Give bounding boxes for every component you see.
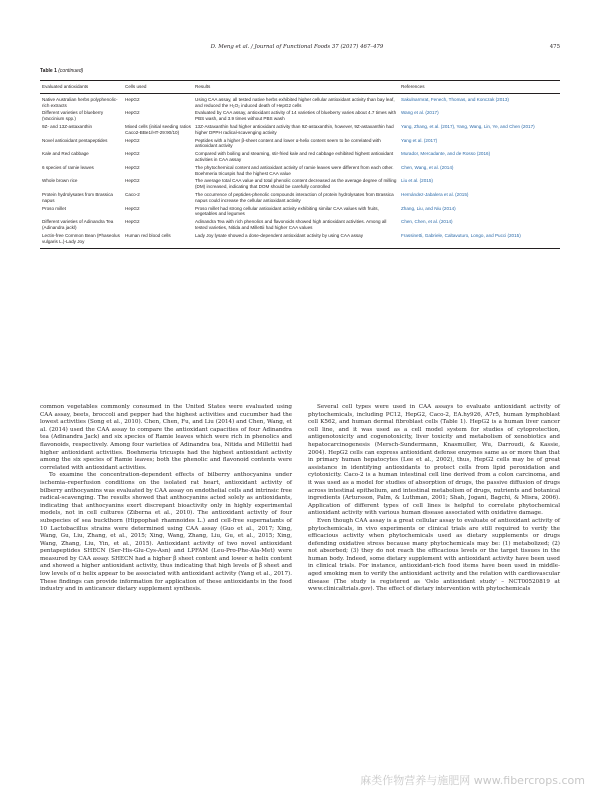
cells-used-cell: HepG2 xyxy=(125,205,140,211)
table-caption-label: Table 1 xyxy=(40,68,57,74)
antioxidant-cell: Whole brown rice xyxy=(42,178,78,184)
antioxidant-cell: Proso millet xyxy=(42,205,66,211)
reference-cell[interactable]: Yang et al. (2017) xyxy=(401,137,438,143)
page-number: 475 xyxy=(549,44,560,50)
antioxidant-cell: Protein hydrolysates from Brassica napus xyxy=(42,191,113,203)
cells-used-cell: Caco-2 xyxy=(125,191,140,197)
column-header: Results xyxy=(193,81,399,94)
results-cell: Lady Joy lysate showed a dose-dependent antioxidant activity by using CAA assay xyxy=(193,233,399,249)
reference-cell[interactable]: Frassinetti, Gabriele, Caltavuturo, Longo, and Pucci (2015) xyxy=(399,233,560,249)
table-row xyxy=(40,165,560,179)
reference-cell[interactable]: Chen, Chen, et al. (2014) xyxy=(401,219,453,225)
antioxidant-cell: 6 species of ramie leaves xyxy=(42,164,94,170)
body-column-left xyxy=(40,404,292,594)
body-column-right xyxy=(308,404,560,594)
results-cell: Peptides with a higher β-sheet content and lower α-helix content seem to be correlated with antioxidant activity xyxy=(195,137,381,149)
table-header-row xyxy=(40,81,560,94)
antioxidant-cell: Kale and Red cabbage xyxy=(42,151,89,157)
table-row xyxy=(40,151,560,165)
results-cell: The average total CAA value and total phenolic content decreased as the average degree of milling (DM) increased, indicating that DOM should be carefully controlled xyxy=(195,178,397,190)
column-header: References xyxy=(399,81,560,94)
table-row xyxy=(40,192,560,206)
watermark: 麻类作物营养与施肥网 www.fibercrops.com xyxy=(360,774,585,787)
table-row xyxy=(40,219,560,233)
reference-cell[interactable]: Zhang, Liu, and Niu (2014) xyxy=(401,205,456,211)
table-row xyxy=(40,93,560,110)
column-header: Cells used xyxy=(123,81,193,94)
cells-used-cell: HepG2 xyxy=(125,219,140,225)
results-cell: Using CAA assay, all tested native herbs exhibited higher cellular antioxidant activity than bay leaf, and reduced the H₂O₂ induced death of HepG2 cells xyxy=(195,96,395,108)
antioxidant-cell: Lectin-free Common Bean (Phaseolus vulgaris L.)-Lady Joy xyxy=(40,233,123,249)
cells-used-cell: HepG2 xyxy=(125,137,140,143)
cells-used-cell: HepG2 xyxy=(125,96,140,102)
table-caption-rest: (continued) xyxy=(56,68,84,74)
table-row xyxy=(40,178,560,192)
table-row xyxy=(40,233,560,249)
table-row xyxy=(40,110,560,124)
reference-cell[interactable]: Murador, Mercadante, and de Rosso (2016) xyxy=(401,151,491,157)
cells-used-cell: Human red blood cells xyxy=(123,233,193,249)
reference-cell[interactable]: Hernández-Jabalera et al. (2015) xyxy=(401,191,469,197)
journal-citation: D. Meng et al. / Journal of Functional Foods 37 (2017) 467–479 xyxy=(210,44,384,50)
paragraph: Several cell types were used in CAA assays to evaluate antioxidant activity of phytochemicals, including PC12, HepG2, Caco-2, EA.hy926, A7r5, human lymphoblast cell K562, and human dermal fibroblast cells (Table 1). HepG2 is a human liver cancer cell line, and it was used as a cell model system for studies of cytoprotection, antigenotoxicity and cogenotoxicity, liver toxicity and metabolism of xenobiotics and hepatocarcinogenesis (Mersch-Sundermann, Knasmuller, Wu, Darroudi, & Kassie, 2004). HepG2 cells can express antioxidant defense enzymes same as or more than that in primary human hepatocytes (Lee et al., 2002), thus, HepG2 cells may be of great assistance in identifying antioxidants to protect cells from lipid peroxidation and cytotoxicity. Caco-2 is a human intestinal cell line derived from a colon carcinoma, and it was used as a model for studies of absorption of drugs, the passive diffusion of drugs across intestinal epithelium, and intestinal metabolism of drugs, nutrients and botanical ingredients (Artursson, Palm, & Luthman, 2001; Shah, Jogani, Bagchi, & Misra, 2006). Application of different types of cell lines is helpful to correlate phytochemical antioxidant activity with various human disease associated with oxidative damage. xyxy=(308,404,560,517)
cells-used-cell: Mixed cells (initial seeding ratios Caco2-BBe1/HT-29:90/10) xyxy=(125,123,191,135)
cells-used-cell: HepG2 xyxy=(125,178,140,184)
cells-used-cell: HepG2 xyxy=(125,110,140,116)
reference-cell[interactable]: Wang et al. (2017) xyxy=(401,110,439,116)
reference-cell[interactable]: Chen, Wang, et al. (2014) xyxy=(401,164,454,170)
column-header: Evaluated antioxidants xyxy=(40,81,123,94)
running-header xyxy=(40,44,560,54)
antioxidant-cell: Novel antioxidant pentapeptides xyxy=(42,137,108,143)
results-cell: Adinandra Tea with rich phenolics and flavonoids showed high antioxidant activities. Among all tested varieties, Nitida and Millettii had higher CAA values xyxy=(195,219,387,230)
cells-used-cell: HepG2 xyxy=(125,164,140,170)
reference-cell[interactable]: Yang, Zhang, et al. (2017), Yang, Wang, Lin, Ye, and Chen (2017) xyxy=(401,123,535,129)
results-cell: Evaluated by CAA assay, antioxidant activity of 14 varieties of blueberry varies about 4.7 times with PBS wash, and 3.9 times without PBS wash xyxy=(195,110,397,122)
results-cell: The phytochemical content and antioxidant activity of ramie leaves were different from each other. Boehmeria tricuspis had the highest CAA value xyxy=(195,164,394,176)
table-caption xyxy=(40,68,83,74)
paragraph: Even though CAA assay is a great cellular assay to evaluate of antioxidant activity of phytochemicals, in vivo experiments or clinical trials are still required to verify the efficacious activity when phytochemicals used as dietary supplements or drugs defending oxidative stress because many phytochemicals may be: (1) metabolized; (2) not absorbed; (3) they do not reach the efficacious levels or the target tissues in the human body. Indeed, some dietary supplement with antioxidant activity have been used in clinical trials. For instance, antioxidant-rich food items have been used in middle-aged smoking men to verify the antioxidant activity and the relation with cardiovascular disease (The study is registered as 'Oslo antioxidant study' – NCT00520819 at www.clinicaltrials.gov). The effect of dietary intervention with phytochemicals xyxy=(308,517,560,593)
results-cell: The occurrence of peptides-phenolic compounds interaction of protein hydrolysates from Brassica napus could increase the cellular antioxidant activity xyxy=(195,191,394,203)
cells-used-cell: HepG2 xyxy=(125,151,140,157)
reference-cell[interactable]: Liu et al. (2015) xyxy=(401,178,433,184)
antioxidant-cell: Native Australian herbs polyphenolic-rich extracts xyxy=(42,96,118,108)
paragraph: common vegetables commonly consumed in the United States were evaluated using CAA assay, beets, broccoli and pepper had the highest activities and cucumber had the lowest activities (Song et al., 2010). Chen, Chen, Fu, and Liu (2014) and Chen, Wang, et al. (2014) used the CAA assay to compare the antioxidant capacities of four Adinandra tea (Adinandra Jack) and six species of Ramie leaves which were rich in phenolics and flavonoids, respectively. Among four varieties of Adinandra tea, Nitida and Millettii had higher antioxidant activities. Boehmeria tricuspis had the highest antioxidant activity among the six species of Ramie leaves; both the phenolic and flavonoid contents were correlated with antioxidant activities. xyxy=(40,404,292,471)
results-cell: Proso millet had strong cellular antioxidant activity exhibiting similar CAA values with fruits, vegetables and legumes xyxy=(195,205,379,217)
antioxidant-cell: Different varieties of blueberry (Vaccinium spp.) xyxy=(42,110,104,122)
table-row xyxy=(40,138,560,152)
table-row xyxy=(40,206,560,220)
reference-cell[interactable]: Sakulnarmrat, Fenech, Thomas, and Konczak (2013) xyxy=(401,96,509,102)
antioxidant-table xyxy=(40,80,560,249)
antioxidant-cell: Different varieties of Adinandra Tea (Adinandra jackl) xyxy=(42,219,114,230)
results-cell: Compared with boiling and steaming, stir-fried kale and red cabbage exhibited highest antioxidant activities in CAA assay xyxy=(195,151,394,162)
antioxidant-cell: 9Z- and 13Z-astaxanthin xyxy=(42,123,93,129)
results-cell: 13Z-Astaxanthin had higher antioxidant activity than 9Z-astaxanthin, however, 9Z-astaxanthin had higher DPPH radical-scavenging activity xyxy=(195,123,394,135)
table-row xyxy=(40,124,560,138)
paragraph: To examine the concentration-dependent effects of bilberry anthocyanins under ischemia–reperfusion conditions on the isolated rat heart, antioxidant activity of bilberry anthocyanins was evaluated by CAA assay on endothelial cells and intrinsic free radical-scavenging. The results showed that anthocyanins acted solely as antioxidants, indicating that anthocyanins exert discrepant bioactivity only in highly experimental models, not in cell cultures (Ziberna et al., 2010). The antioxidant activity of four subspecies of sea buckthorn (Hippophaë rhamnoides L.) and cell-free supernatants of 10 Lactobacillus strains were determined using CAA assay (Guo et al., 2017; Xing, Wang, Gu, Liu, Zhang, et al., 2015; Xing, Wang, Zhang, Liu, Gu, et al., 2015; Xing, Wang, Zhang, Liu, Yin, et al., 2015). Antioxidant activity of two novel antioxidant pentapeptides SHECN (Ser-His-Glu-Cys-Asn) and LPFAM (Leu-Pro-Phe-Ala-Met) were measured by CAA assay. SHECN had a higher β sheet content and lower α helix content and showed a higher antioxidant activity, thus indicating that high levels of β sheet and low levels of α helix appear to be associated with antioxidant activity (Yang et al., 2017). These findings can provide information for application of these antioxidants in the food industry and in anticancer dietary supplement synthesis. xyxy=(40,472,292,593)
